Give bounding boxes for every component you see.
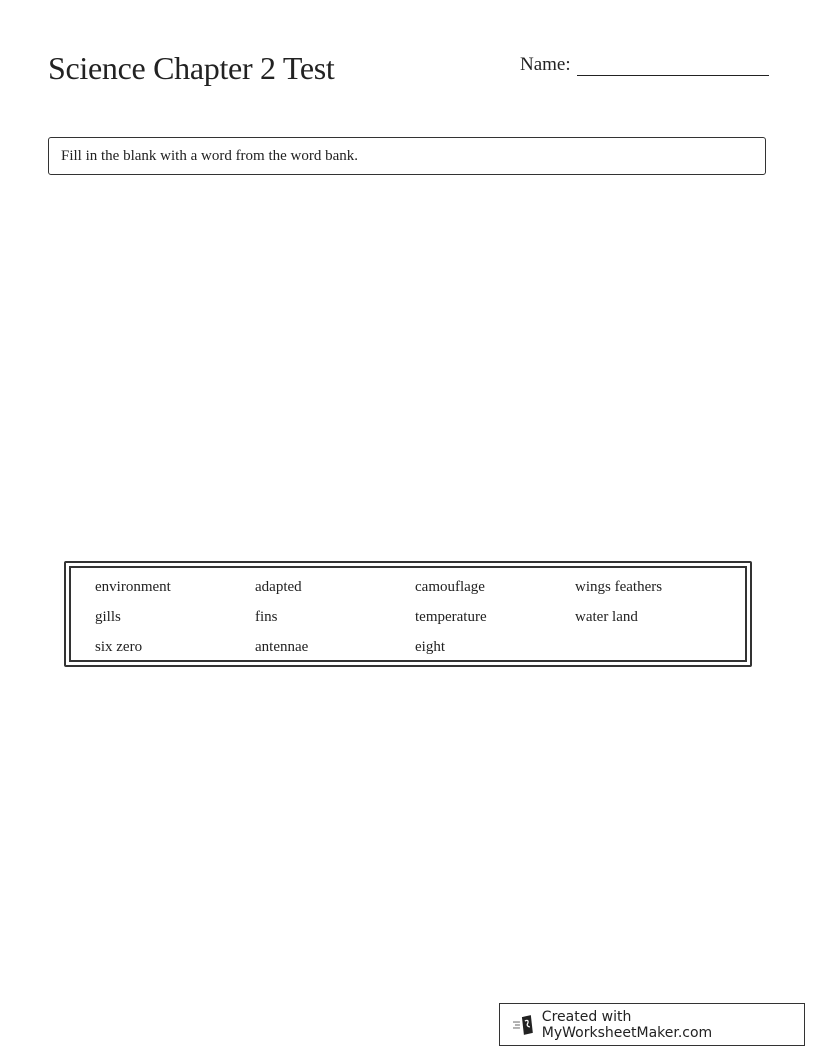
footer-badge[interactable] xyxy=(499,1003,805,1046)
instructions-text: Fill in the blank with a word from the word bank. xyxy=(61,148,359,164)
word-bank-item: water land xyxy=(575,609,638,625)
word-bank-item: camouflage xyxy=(415,579,485,595)
footer-credit-text: Created with MyWorksheetMaker.com xyxy=(541,1008,713,1041)
word-bank-item: adapted xyxy=(255,579,302,595)
page-title: Science Chapter 2 Test xyxy=(48,50,335,86)
name-label: Name: xyxy=(520,54,571,75)
word-bank-item: wings feathers xyxy=(575,579,663,595)
word-bank-item: environment xyxy=(95,579,171,595)
worksheet-maker-logo-icon xyxy=(512,1014,536,1036)
word-bank-item: fins xyxy=(255,609,278,625)
word-bank-item: temperature xyxy=(415,609,487,625)
word-bank-item: six zero xyxy=(95,639,143,655)
word-bank-item: gills xyxy=(95,609,121,625)
name-field-group xyxy=(520,53,769,76)
word-bank-inner xyxy=(69,566,747,662)
word-bank xyxy=(64,561,752,667)
word-bank-item: antennae xyxy=(255,639,309,655)
instructions-box xyxy=(48,137,766,175)
word-bank-item: eight xyxy=(415,639,445,655)
name-blank-line xyxy=(577,53,769,76)
